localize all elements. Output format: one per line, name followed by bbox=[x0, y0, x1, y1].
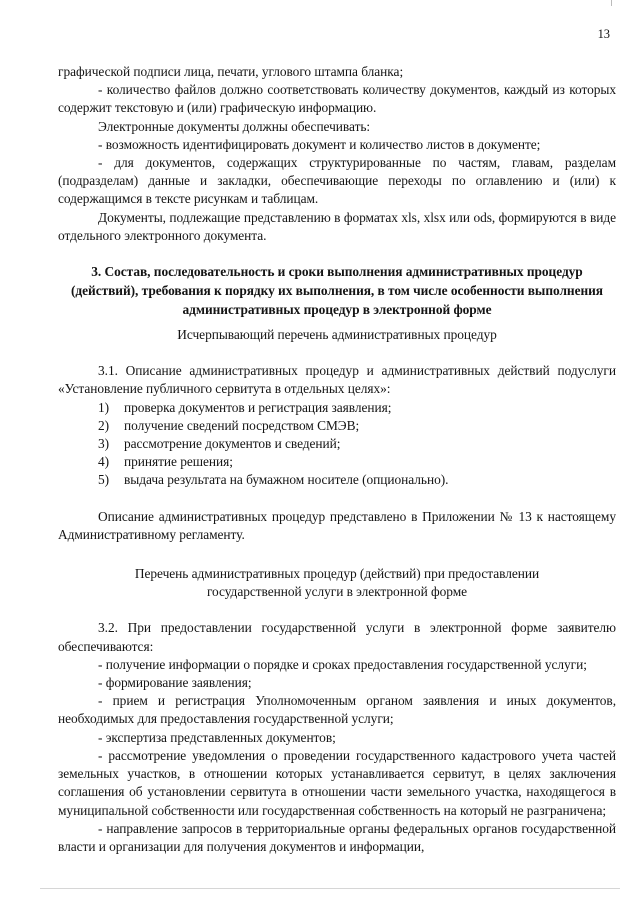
paragraph-3-1: 3.1. Описание административных процедур и административных действий подуслуги «Установление публичного сервитута в отдельных целях»: bbox=[58, 363, 616, 397]
list-item bbox=[58, 453, 616, 471]
procedures-list-subheading: Исчерпывающий перечень административных процедур bbox=[177, 327, 497, 343]
paragraph-appendix-note: Описание административных процедур представлено в Приложении № 13 к настоящему Административному регламенту. bbox=[58, 508, 616, 542]
list-item-number: 4) bbox=[98, 454, 110, 470]
electronic-procedures-subheading-line-1: Перечень административных процедур (действий) при предоставлении bbox=[134, 566, 540, 582]
list-item-text: получение сведений посредством СМЭВ; bbox=[124, 417, 360, 433]
list-item bbox=[58, 417, 616, 435]
procedure-steps-list bbox=[58, 399, 616, 490]
list-item-text: принятие решения; bbox=[124, 454, 233, 470]
list-item-number: 2) bbox=[98, 417, 110, 433]
scan-bottom-edge bbox=[40, 888, 620, 889]
page-body bbox=[58, 63, 616, 856]
paragraph-form-application: - формирование заявления; bbox=[98, 675, 252, 691]
paragraph-continuation: графической подписи лица, печати, углового штампа бланка; bbox=[58, 64, 404, 79]
electronic-procedures-subheading-line-2: государственной услуги в электронной форме bbox=[206, 584, 468, 600]
list-item-text: выдача результата на бумажном носителе (опционально). bbox=[124, 472, 449, 488]
page-number: 13 bbox=[597, 27, 610, 41]
paragraph-file-count: - количество файлов должно соответствовать количеству документов, каждый из которых содержит текстовую и (или) графическую информацию. bbox=[58, 82, 616, 116]
paragraph-notification-review: - рассмотрение уведомления о проведении государственного кадастрового учета частей земельных участков, в отношении которых устанавливается сервитут, в целях заключения соглашения об установлении сервитута в отношении части земельного участка, находящегося в муниципальной собственности или государственная собственность на который не разграничена; bbox=[58, 747, 616, 818]
list-item-number: 5) bbox=[98, 472, 110, 488]
list-item bbox=[58, 435, 616, 453]
section-3-heading: 3. Состав, последовательность и сроки выполнения административных процедур (действий), требования к порядку их выполнения, в том числе особенности выполнения административных процедур в электронной форме bbox=[71, 264, 603, 318]
list-item-text: проверка документов и регистрация заявления; bbox=[124, 399, 392, 415]
paragraph-3-2: 3.2. При предоставлении государственной услуги в электронной форме заявителю обеспечиваются: bbox=[58, 620, 616, 654]
paragraph-structured-docs: - для документов, содержащих структурированные по частям, главам, разделам (подразделам) данные и закладки, обеспечивающие переходы по оглавлению и (или) к содержащимся в тексте рисункам и таблицам. bbox=[58, 155, 616, 207]
list-item-number: 1) bbox=[98, 399, 110, 415]
paragraph-identify-document: - возможность идентифицировать документ и количество листов в документе; bbox=[98, 136, 541, 152]
paragraph-requests: - направление запросов в территориальные органы федеральных органов государственной власти и организации для получения документов и информации, bbox=[58, 820, 616, 854]
list-item bbox=[58, 399, 616, 417]
paragraph-spreadsheet-formats: Документы, подлежащие представлению в форматах xls, xlsx или ods, формируются в виде отдельного электронного документа. bbox=[58, 209, 616, 243]
list-item-number: 3) bbox=[98, 436, 110, 452]
paragraph-info-receipt: - получение информации о порядке и сроках предоставления государственной услуги; bbox=[98, 656, 587, 672]
list-item-text: рассмотрение документов и сведений; bbox=[124, 436, 341, 452]
scan-edge-mark bbox=[611, 0, 612, 6]
list-item bbox=[58, 471, 616, 489]
paragraph-expertise: - экспертиза представленных документов; bbox=[98, 729, 336, 745]
paragraph-edocs-requirements: Электронные документы должны обеспечивать: bbox=[98, 118, 371, 134]
paragraph-reception-registration: - прием и регистрация Уполномоченным органом заявления и иных документов, необходимых для предоставления государственной услуги; bbox=[58, 693, 616, 727]
